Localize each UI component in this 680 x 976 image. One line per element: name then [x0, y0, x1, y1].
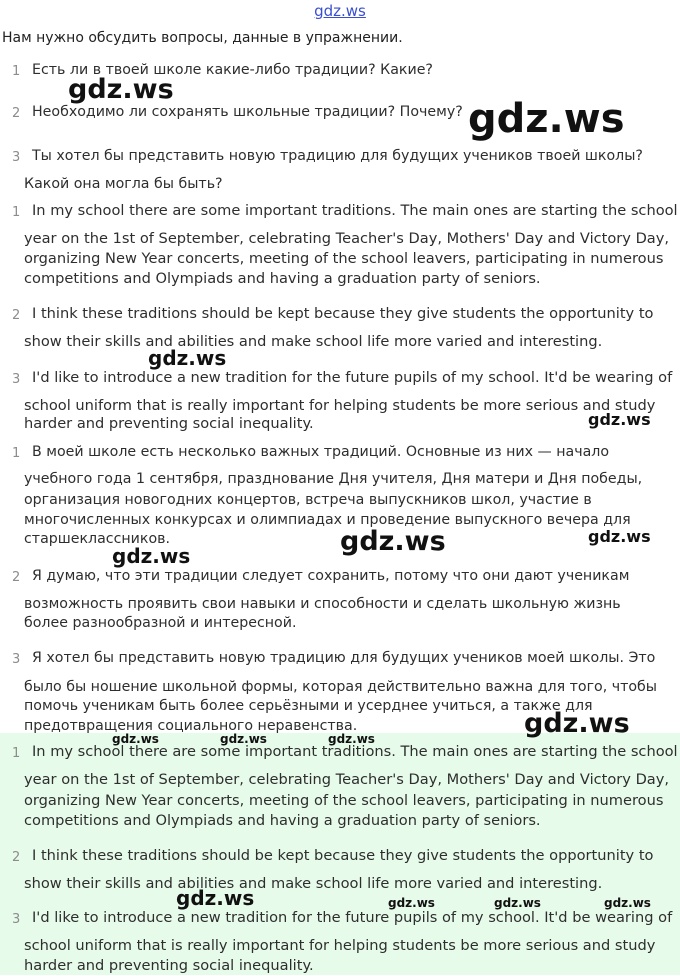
english-answers-item-number: 2	[12, 308, 21, 323]
english-answers-repeat-text-line: In my school there are some important traditions. The main ones are starting the school	[32, 743, 678, 760]
watermark-text: gdz.ws	[220, 732, 267, 746]
watermark-text: gdz.ws	[112, 544, 191, 568]
watermark-text: gdz.ws	[328, 732, 375, 746]
english-answers-text-line: competitions and Olympiads and having a graduation party of seniors.	[24, 270, 541, 287]
watermark-text: gdz.ws	[524, 708, 630, 739]
watermark-text: gdz.ws	[388, 896, 435, 910]
russian-answers-text-line: многочисленных конкурсах и олимпиадах и проведение выпускного вечера для	[24, 512, 631, 528]
english-answers-item-number: 3	[12, 372, 21, 387]
russian-answers-text-line: возможность проявить свои навыки и способности и сделать школьную жизнь	[24, 596, 621, 612]
russian-answers-text-line: более разнообразной и интересной.	[24, 615, 297, 631]
english-answers-text-line: school uniform that is really important for helping students be more serious and study	[24, 397, 656, 414]
english-answers-repeat-text-line: organizing New Year concerts, meeting of the school leavers, participating in numerous	[24, 792, 664, 809]
watermark-text: gdz.ws	[604, 896, 651, 910]
watermark-text: gdz.ws	[112, 732, 159, 746]
russian-answers-text-line: помочь ученикам быть более серьёзными и усерднее учиться, а также для	[24, 698, 593, 714]
english-answers-text-line: I'd like to introduce a new tradition for the future pupils of my school. It'd be wearing of	[32, 369, 673, 386]
english-answers-repeat-text-line: I'd like to introduce a new tradition for the future pupils of my school. It'd be wearing of	[32, 909, 673, 926]
questions-text-line: Какой она могла бы быть?	[24, 176, 223, 192]
english-answers-text-line: year on the 1st of September, celebrating Teacher's Day, Mothers' Day and Victory Day,	[24, 230, 670, 247]
russian-answers-text-line: учебного года 1 сентября, празднование Дня учителя, Дня матери и Дня победы,	[24, 471, 643, 487]
questions-item-number: 2	[12, 106, 21, 121]
english-answers-text-line: I think these traditions should be kept because they give students the opportunity to	[32, 305, 654, 322]
english-answers-item-number: 1	[12, 205, 21, 220]
questions-text-line: Необходимо ли сохранять школьные традиции? Почему?	[32, 104, 463, 120]
top-watermark-link[interactable]: gdz.ws	[314, 2, 366, 20]
russian-answers-text-line: В моей школе есть несколько важных традиций. Основные из них — начало	[32, 444, 610, 460]
questions-text-line: Ты хотел бы представить новую традицию для будущих учеников твоей школы?	[32, 148, 643, 164]
english-answers-repeat-item-number: 3	[12, 912, 21, 927]
russian-answers-item-number: 1	[12, 446, 21, 461]
watermark-text: gdz.ws	[494, 896, 541, 910]
english-answers-text-line: organizing New Year concerts, meeting of the school leavers, participating in numerous	[24, 250, 664, 267]
intro-text: Нам нужно обсудить вопросы, данные в упражнении.	[2, 30, 403, 46]
russian-answers-text-line: Я хотел бы представить новую традицию для будущих учеников моей школы. Это	[32, 650, 656, 666]
questions-text-line: Есть ли в твоей школе какие-либо традиции? Какие?	[32, 62, 433, 78]
english-answers-text-line: harder and preventing social inequality.	[24, 415, 314, 432]
english-answers-repeat-text-line: harder and preventing social inequality.	[24, 957, 314, 974]
watermark-text: gdz.ws	[588, 410, 651, 429]
watermark-text: gdz.ws	[148, 346, 227, 370]
watermark-text: gdz.ws	[176, 886, 255, 910]
watermark-text: gdz.ws	[340, 526, 446, 557]
russian-answers-item-number: 3	[12, 652, 21, 667]
english-answers-repeat-text-line: school uniform that is really important for helping students be more serious and study	[24, 937, 656, 954]
english-answers-repeat-item-number: 1	[12, 746, 21, 761]
english-answers-repeat-text-line: year on the 1st of September, celebrating Teacher's Day, Mothers' Day and Victory Day,	[24, 771, 670, 788]
russian-answers-text-line: предотвращения социального неравенства.	[24, 718, 358, 734]
watermark-text: gdz.ws	[68, 74, 174, 105]
russian-answers-text-line: было бы ношение школьной формы, которая действительно важна для того, чтобы	[24, 679, 658, 695]
russian-answers-text-line: старшеклассников.	[24, 531, 171, 547]
english-answers-repeat-item-number: 2	[12, 850, 21, 865]
watermark-text: gdz.ws	[588, 527, 651, 546]
english-answers-text-line: show their skills and abilities and make school life more varied and interesting.	[24, 333, 603, 350]
russian-answers-text-line: Я думаю, что эти традиции следует сохранить, потому что они дают ученикам	[32, 568, 630, 584]
russian-answers-text-line: организация новогодних концертов, встреча выпускников школ, участие в	[24, 492, 592, 508]
english-answers-repeat-text-line: I think these traditions should be kept because they give students the opportunity to	[32, 847, 654, 864]
english-answers-text-line: In my school there are some important traditions. The main ones are starting the school	[32, 202, 678, 219]
english-answers-repeat-text-line: competitions and Olympiads and having a graduation party of seniors.	[24, 812, 541, 829]
english-answers-repeat-text-line: show their skills and abilities and make school life more varied and interesting.	[24, 875, 603, 892]
russian-answers-item-number: 2	[12, 570, 21, 585]
watermark-text: gdz.ws	[468, 96, 625, 142]
questions-item-number: 3	[12, 150, 21, 165]
questions-item-number: 1	[12, 64, 21, 79]
